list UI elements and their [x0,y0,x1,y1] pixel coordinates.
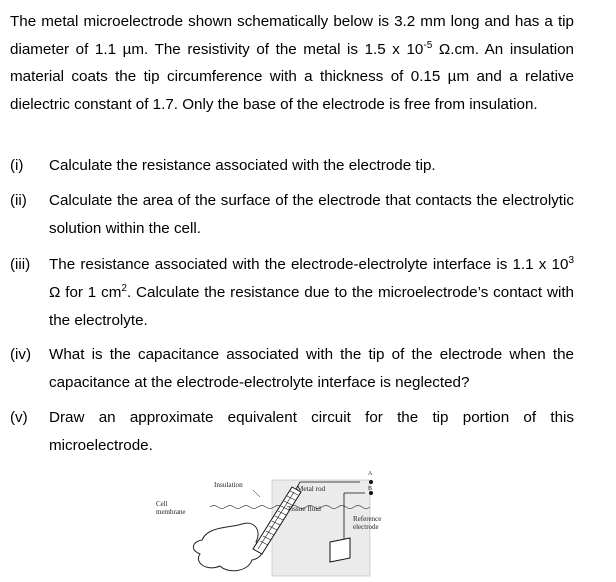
label-cell: Cell [156,500,168,508]
label-b: B [368,486,373,492]
question-text-a: The resistance associated with the electrode-electrolyte interface is 1.1 x 10 [49,256,569,273]
insulation-pointer [253,490,260,497]
question-number: (v) [10,409,28,426]
label-tissue-fluid: Tissue fluid [287,505,321,513]
reference-electrode [330,538,350,562]
label-electrode: electrode [353,523,379,531]
question-i [10,152,574,180]
exponent-b: 2 [121,283,127,294]
intro-text-1: The metal microelectrode shown schematically below is 3.2 mm long and has a tip diameter of 1.1 µm. The resistivity of the metal is 1.5 x 10 [10,13,574,58]
terminal-a [369,480,373,484]
label-reference: Reference [353,515,382,523]
exponent-a: 3 [568,255,574,266]
question-v [10,404,574,460]
question-number: (i) [10,157,24,174]
question-text [49,251,574,335]
intro-exponent: -5 [423,39,433,51]
question-number: (iii) [10,256,31,273]
label-membrane: membrane [156,508,186,516]
question-number: (iv) [10,346,32,363]
label-a: A [368,471,373,477]
question-number: (ii) [10,192,27,209]
question-text: Draw an approximate equivalent circuit for the tip portion of this microelectrode. [49,409,574,454]
question-text-c: . Calculate the resistance due to the microelectrode’s contact with the electrolyte. [49,284,574,329]
problem-statement [10,8,574,118]
question-text: Calculate the resistance associated with the electrode tip. [49,157,436,174]
question-text: What is the capacitance associated with the tip of the electrode when the capacitance at the electrode-electrolyte interface is neglected? [49,346,574,391]
question-iii [10,251,574,335]
question-text: Calculate the area of the surface of the electrode that contacts the electrolytic solution within the cell. [49,192,574,237]
question-text-b: Ω for 1 cm [49,284,122,301]
microelectrode-diagram [150,462,400,578]
question-iv [10,341,574,397]
cell-body [193,523,262,571]
intro-text-2: Ω.cm. An insulation material coats the tip circumference with a thickness of 0.15 µm and a relative dielectric constant of 1.7. Only the base of the electrode is free from insulation. [10,40,574,113]
question-ii [10,187,574,243]
label-metal-rod: Metal rod [297,485,326,493]
label-insulation: Insulation [214,481,243,489]
